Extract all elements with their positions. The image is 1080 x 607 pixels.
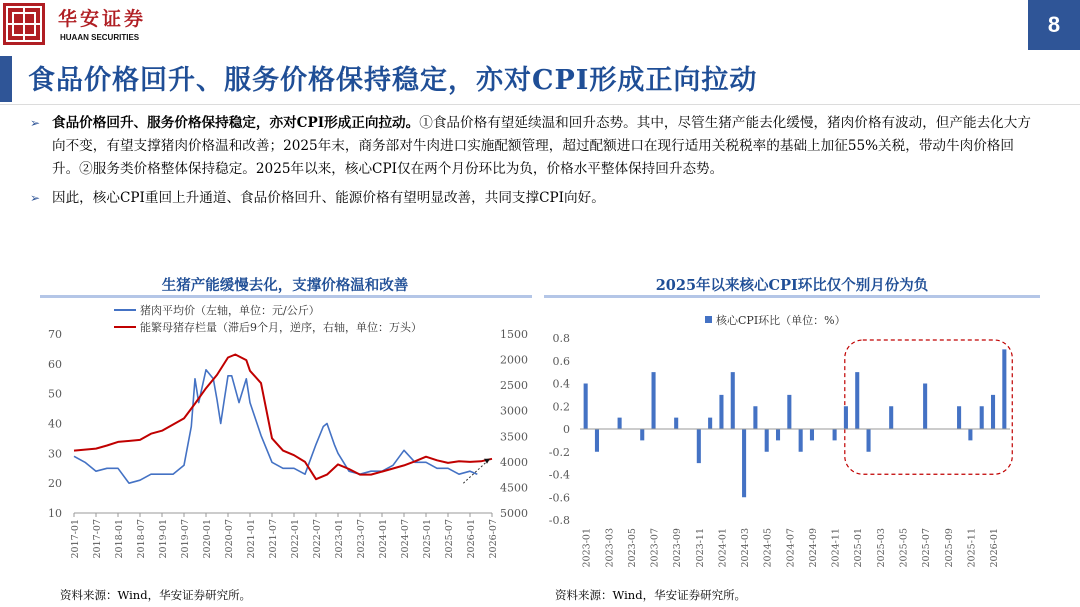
cpi-bar [674,418,678,429]
brand-name-cn: 华安证券 [58,8,147,30]
page-number: 8 [1028,0,1080,50]
cpi-bar [584,384,588,430]
right-y-tick-label: 4500 [500,481,528,495]
bullet-text: ①食品价格有望延续温和回升态势。其中，尽管生猪产能去化缓慢，猪肉价格有波动，但产能去化大方向不变，有望支撑猪肉价格温和改善；2025年末，商务部对牛肉进口实施配额管理，超过配额进口在现行适用关税税率的基础上加征55%关税，带动牛肉价格回升。②服务类价格整体保持稳定。2025年以来，核心CPI仅在两个月份环比为负，价格水平整体保持回升态势。 [52,115,1031,177]
core-cpi-mom-chart [540,300,1040,585]
x-tick-label: 2024-01 [378,519,389,559]
x-tick-label: 2023-03 [604,528,616,568]
cpi-bar [810,429,814,440]
huaan-logo [2,2,46,46]
x-tick-label: 2026-07 [488,519,499,559]
sow-inventory-line [74,355,492,480]
cpi-bar [1002,349,1006,429]
right-y-tick-label: 5000 [500,507,528,520]
x-tick-label: 2025-09 [943,528,955,568]
x-tick-label: 2021-01 [246,519,257,559]
x-tick-label: 2022-07 [312,519,323,559]
cpi-bar [618,418,622,429]
x-tick-label: 2018-07 [136,519,147,559]
x-tick-label: 2022-01 [290,519,301,559]
x-tick-label: 2024-07 [785,528,797,568]
x-tick-label: 2025-03 [875,528,887,568]
right-y-tick-label: 4000 [500,455,528,469]
right-y-tick-label: 3000 [500,404,528,418]
left-y-tick-label: 50 [48,387,62,401]
legend-label: 能繁母猪存栏量（滞后9个月，逆序，右轴，单位：万头） [140,321,422,334]
x-tick-label: 2023-11 [694,528,706,568]
x-tick-label: 2020-01 [202,519,213,559]
cpi-bar [742,429,746,497]
cpi-bar [867,429,871,452]
x-tick-label: 2023-05 [626,528,638,568]
legend-label: 猪肉平均价（左轴，单位：元/公斤） [140,304,320,317]
cpi-bar [652,372,656,429]
cpi-bar [595,429,599,452]
cpi-bar [957,406,961,429]
y-tick-label: 0.2 [552,400,570,414]
bullet-list [30,112,1040,216]
x-tick-label: 2024-01 [717,528,729,568]
x-tick-label: 2017-01 [70,519,81,559]
left-y-tick-label: 20 [48,477,62,491]
x-tick-label: 2019-01 [158,519,169,559]
cpi-bar [787,395,791,429]
brand-name-en: HUAAN SECURITIES [60,33,140,42]
left-chart-title: 生猪产能缓慢去化，支撑价格温和改善 [161,277,409,294]
x-tick-label: 2023-09 [672,528,684,568]
cpi-bar [991,395,995,429]
cpi-bar [640,429,644,440]
page-title: 食品价格回升、服务价格保持稳定，亦对CPI形成正向拉动 [28,65,758,96]
left-y-tick-label: 60 [48,357,62,371]
y-tick-label: 0 [563,423,570,436]
cpi-bar [968,429,972,440]
bullet-arrow-icon: ➢ [30,191,41,205]
x-tick-label: 2024-05 [762,528,774,568]
x-tick-label: 2020-07 [224,519,235,559]
cpi-bar [833,429,837,440]
x-tick-label: 2025-11 [966,528,978,568]
x-tick-label: 2018-01 [114,519,125,559]
x-tick-label: 2024-09 [807,528,819,568]
cpi-bar [889,406,893,429]
cpi-bar [799,429,803,452]
x-tick-label: 2024-11 [830,528,842,568]
cpi-bar [980,406,984,429]
x-tick-label: 2023-01 [334,519,345,559]
bullet-arrow-icon: ➢ [30,116,41,130]
title-accent-bar [0,56,12,102]
y-tick-label: 0.8 [552,332,570,345]
x-tick-label: 2021-07 [268,519,279,559]
x-tick-label: 2024-03 [740,528,752,568]
bullet-text: 因此，核心CPI重回上升通道、食品价格回升、能源价格有望明显改善，共同支撑CPI向好。 [52,190,605,206]
cpi-bar [697,429,701,463]
right-y-tick-label: 3500 [500,430,528,444]
x-tick-label: 2025-01 [853,528,865,568]
cpi-bar [708,418,712,429]
cpi-bar [765,429,769,452]
y-tick-label: -0.6 [548,491,570,505]
x-tick-label: 2017-07 [92,519,103,559]
title-divider [0,104,1080,105]
right-y-tick-label: 2000 [500,353,528,367]
right-y-tick-label: 2500 [500,379,528,393]
left-y-tick-label: 10 [48,507,62,520]
cpi-bar [719,395,723,429]
bullet-lead: 食品价格回升、服务价格保持稳定，亦对CPI形成正向拉动。 [52,115,420,131]
left-y-tick-label: 70 [48,328,62,341]
source-note-left: 资料来源：Wind，华安证券研究所。 [60,588,252,602]
left-chart-title-rule [40,295,532,298]
y-tick-label: 0.6 [552,354,570,368]
bullet-item [30,187,1040,210]
x-tick-label: 2025-01 [422,519,433,559]
x-tick-label: 2024-07 [400,519,411,559]
highlight-dashed-box [845,340,1012,474]
hog-price-chart [40,300,540,585]
y-tick-label: -0.4 [548,468,570,482]
cpi-bar [844,406,848,429]
logo-seal-icon [2,2,46,46]
legend-swatch [705,316,712,323]
right-chart-title-rule [544,295,1040,298]
x-tick-label: 2023-01 [581,528,593,568]
left-y-tick-label: 40 [48,417,62,431]
x-tick-label: 2025-07 [921,528,933,568]
x-tick-label: 2023-07 [649,528,661,568]
y-tick-label: -0.2 [548,445,570,459]
x-tick-label: 2025-07 [444,519,455,559]
legend-label: 核心CPI环比（单位：%） [716,314,846,327]
x-tick-label: 2023-07 [356,519,367,559]
source-note-right: 资料来源：Wind，华安证券研究所。 [555,588,747,602]
x-tick-label: 2019-07 [180,519,191,559]
bullet-item [30,112,1040,181]
y-tick-label: 0.4 [552,377,570,391]
x-tick-label: 2025-05 [898,528,910,568]
y-tick-label: -0.8 [548,514,570,527]
cpi-bar [776,429,780,440]
x-tick-label: 2026-01 [989,528,1001,568]
x-tick-label: 2026-01 [466,519,477,559]
cpi-bar [923,384,927,430]
hog-price-line [74,370,477,483]
cpi-bar [753,406,757,429]
right-chart-title: 2025年以来核心CPI环比仅个别月份为负 [655,277,929,294]
right-y-tick-label: 1500 [500,328,528,341]
cpi-bar [855,372,859,429]
cpi-bar [731,372,735,429]
left-y-tick-label: 30 [48,447,62,461]
